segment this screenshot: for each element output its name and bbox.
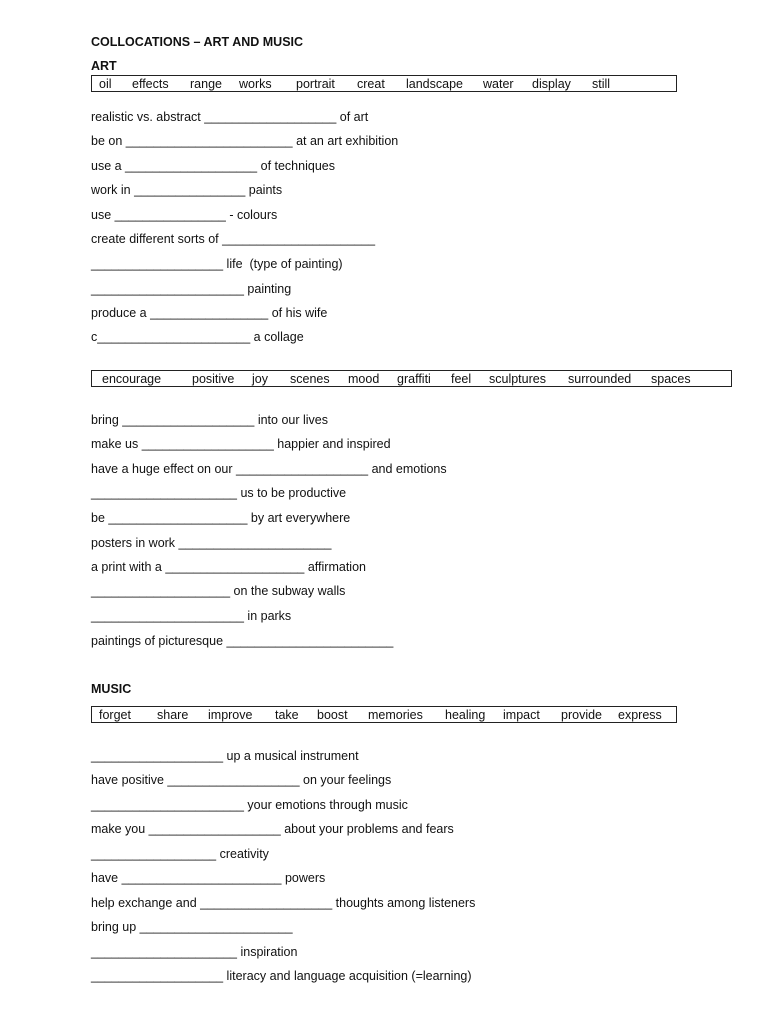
exercise-line: use ________________ - colours: [91, 208, 278, 222]
word-bank-item: effects: [132, 77, 169, 91]
music-word-box: [91, 706, 677, 723]
word-bank-item: sculptures: [489, 372, 546, 386]
exercise-line: posters in work ______________________: [91, 536, 332, 550]
word-bank-item: improve: [208, 708, 253, 722]
exercise-line: c______________________ a collage: [91, 330, 304, 344]
exercise-line: ______________________ in parks: [91, 609, 292, 623]
exercise-line: bring up ______________________: [91, 920, 293, 934]
exercise-line: _____________________ inspiration: [91, 945, 298, 959]
exercise-line: make you ___________________ about your problems and fears: [91, 822, 454, 836]
exercise-line: have _______________________ powers: [91, 871, 326, 885]
word-bank-item: boost: [317, 708, 348, 722]
word-bank-item: forget: [99, 708, 131, 722]
exercise-line: make us ___________________ happier and inspired: [91, 437, 391, 451]
word-bank-item: portrait: [296, 77, 335, 91]
word-bank-item: works: [239, 77, 272, 91]
music-heading: MUSIC: [91, 682, 132, 696]
exercise-line: ______________________ painting: [91, 282, 292, 296]
exercise-line: work in ________________ paints: [91, 183, 283, 197]
art-word-box-1: [91, 75, 677, 92]
word-bank-item: memories: [368, 708, 423, 722]
word-bank-item: feel: [451, 372, 472, 386]
word-bank-item: impact: [503, 708, 540, 722]
word-bank-item: creat: [357, 77, 385, 91]
word-bank-item: express: [618, 708, 662, 722]
exercise-line: bring ___________________ into our lives: [91, 413, 328, 427]
exercise-line: paintings of picturesque ________________________: [91, 634, 394, 648]
word-bank-item: graffiti: [397, 372, 431, 386]
word-bank-item: spaces: [651, 372, 691, 386]
word-bank-item: mood: [348, 372, 380, 386]
word-bank-item: positive: [192, 372, 235, 386]
exercise-line: a print with a ____________________ affirmation: [91, 560, 366, 574]
exercise-line: be ____________________ by art everywhere: [91, 511, 351, 525]
word-bank-item: take: [275, 708, 299, 722]
word-bank-item: surrounded: [568, 372, 632, 386]
word-bank-item: share: [157, 708, 189, 722]
word-bank-item: landscape: [406, 77, 463, 91]
exercise-line: have positive ___________________ on your feelings: [91, 773, 392, 787]
word-bank-item: healing: [445, 708, 486, 722]
exercise-line: _____________________ us to be productive: [91, 486, 347, 500]
exercise-line: produce a _________________ of his wife: [91, 306, 328, 320]
word-bank-item: joy: [252, 372, 268, 386]
art-word-box-2: [91, 370, 732, 387]
word-bank-item: oil: [99, 77, 112, 91]
exercise-line: have a huge effect on our ___________________ and emotions: [91, 462, 447, 476]
word-bank-item: still: [592, 77, 611, 91]
exercise-line: ___________________ life (type of painting): [91, 257, 343, 271]
exercise-line: ___________________ literacy and language acquisition (=learning): [91, 969, 472, 983]
word-bank-item: encourage: [102, 372, 162, 386]
page-title: COLLOCATIONS – ART AND MUSIC: [91, 35, 304, 49]
exercise-line: be on ________________________ at an art exhibition: [91, 134, 399, 148]
word-bank-item: range: [190, 77, 222, 91]
exercise-line: create different sorts of ______________________: [91, 232, 376, 246]
art-heading: ART: [91, 59, 117, 73]
word-bank-item: scenes: [290, 372, 330, 386]
exercise-line: ______________________ your emotions through music: [91, 798, 408, 812]
exercise-line: realistic vs. abstract ___________________ of art: [91, 110, 369, 124]
word-bank-item: water: [483, 77, 514, 91]
exercise-line: use a ___________________ of techniques: [91, 159, 335, 173]
word-bank-item: provide: [561, 708, 602, 722]
exercise-line: ___________________ up a musical instrument: [91, 749, 359, 763]
word-bank-item: display: [532, 77, 571, 91]
exercise-line: help exchange and ___________________ thoughts among listeners: [91, 896, 476, 910]
exercise-line: ____________________ on the subway walls: [91, 584, 346, 598]
exercise-line: __________________ creativity: [91, 847, 269, 861]
